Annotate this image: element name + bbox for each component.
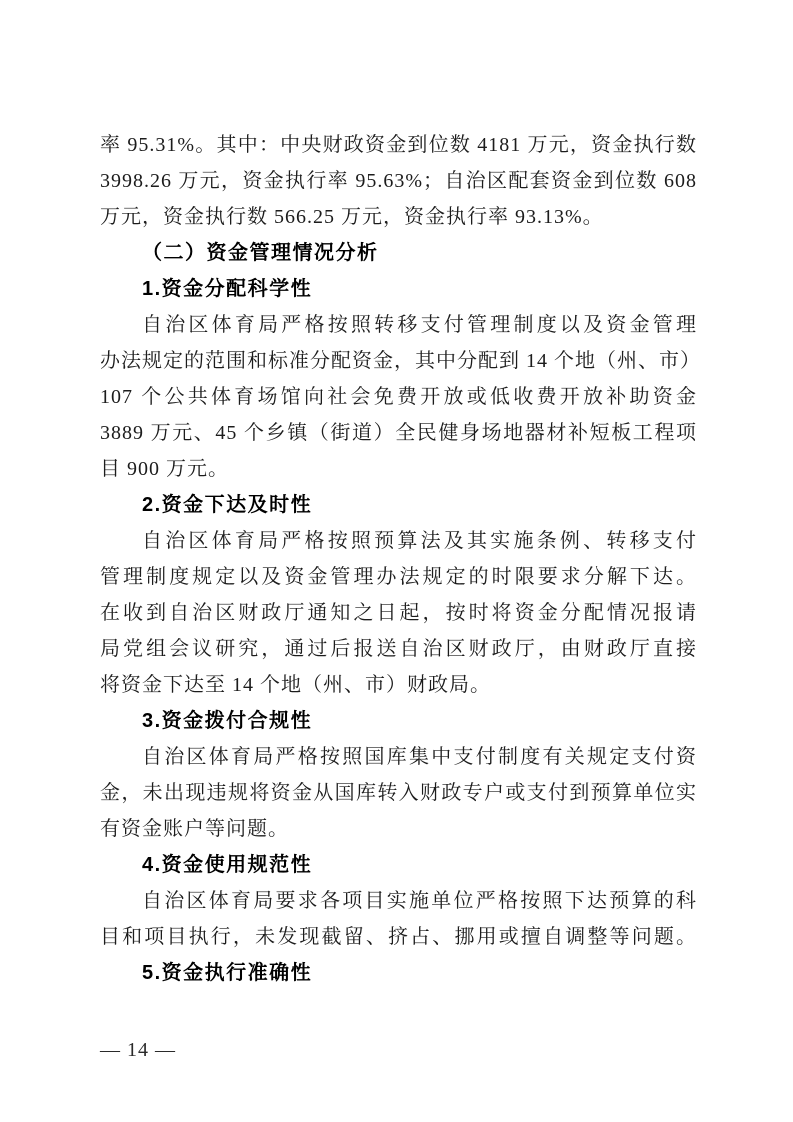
text-line: 自治区体育局严格按照国库集中支付制度有关规定支付资 <box>142 746 697 768</box>
heading-line: 4.资金使用规范性 <box>142 854 313 876</box>
text-line: 有资金账户等问题。 <box>100 818 289 840</box>
text-line: 管理制度规定以及资金管理办法规定的时限要求分解下达。 <box>100 566 697 588</box>
text-line: 将资金下达至 14 个地（州、市）财政局。 <box>100 674 491 696</box>
text-line: 办法规定的范围和标准分配资金，其中分配到 14 个地（州、市） <box>100 350 701 372</box>
text-line: 107 个公共体育场馆向社会免费开放或低收费开放补助资金 <box>100 386 697 408</box>
text-line: 在收到自治区财政厅通知之日起，按时将资金分配情况报请 <box>100 602 697 624</box>
text-line: 率 95.31%。其中：中央财政资金到位数 4181 万元，资金执行数 <box>100 134 697 156</box>
page-number: — 14 — <box>100 1039 176 1061</box>
heading-line: 5.资金执行准确性 <box>142 962 313 984</box>
text-line: 金，未出现违规将资金从国库转入财政专户或支付到预算单位实 <box>100 782 697 804</box>
text-line: 3998.26 万元，资金执行率 95.63%；自治区配套资金到位数 608 <box>100 170 697 192</box>
heading-line: （二）资金管理情况分析 <box>142 242 379 264</box>
text-line: 自治区体育局严格按照预算法及其实施条例、转移支付 <box>142 530 697 552</box>
heading-line: 3.资金拨付合规性 <box>142 710 313 732</box>
text-line: 万元，资金执行数 566.25 万元，资金执行率 93.13%。 <box>100 206 604 228</box>
text-line: 目和项目执行，未发现截留、挤占、挪用或擅自调整等问题。 <box>100 926 697 948</box>
text-line: 自治区体育局要求各项目实施单位严格按照下达预算的科 <box>142 890 697 912</box>
text-line: 3889 万元、45 个乡镇（街道）全民健身场地器材补短板工程项 <box>100 422 697 444</box>
text-line: 自治区体育局严格按照转移支付管理制度以及资金管理 <box>142 314 697 336</box>
heading-line: 2.资金下达及时性 <box>142 494 313 516</box>
page-footer <box>100 1038 176 1062</box>
text-line: 局党组会议研究，通过后报送自治区财政厅，由财政厅直接 <box>100 638 697 660</box>
document-body <box>100 127 701 991</box>
heading-line: 1.资金分配科学性 <box>142 278 313 300</box>
text-line: 目 900 万元。 <box>100 458 229 480</box>
